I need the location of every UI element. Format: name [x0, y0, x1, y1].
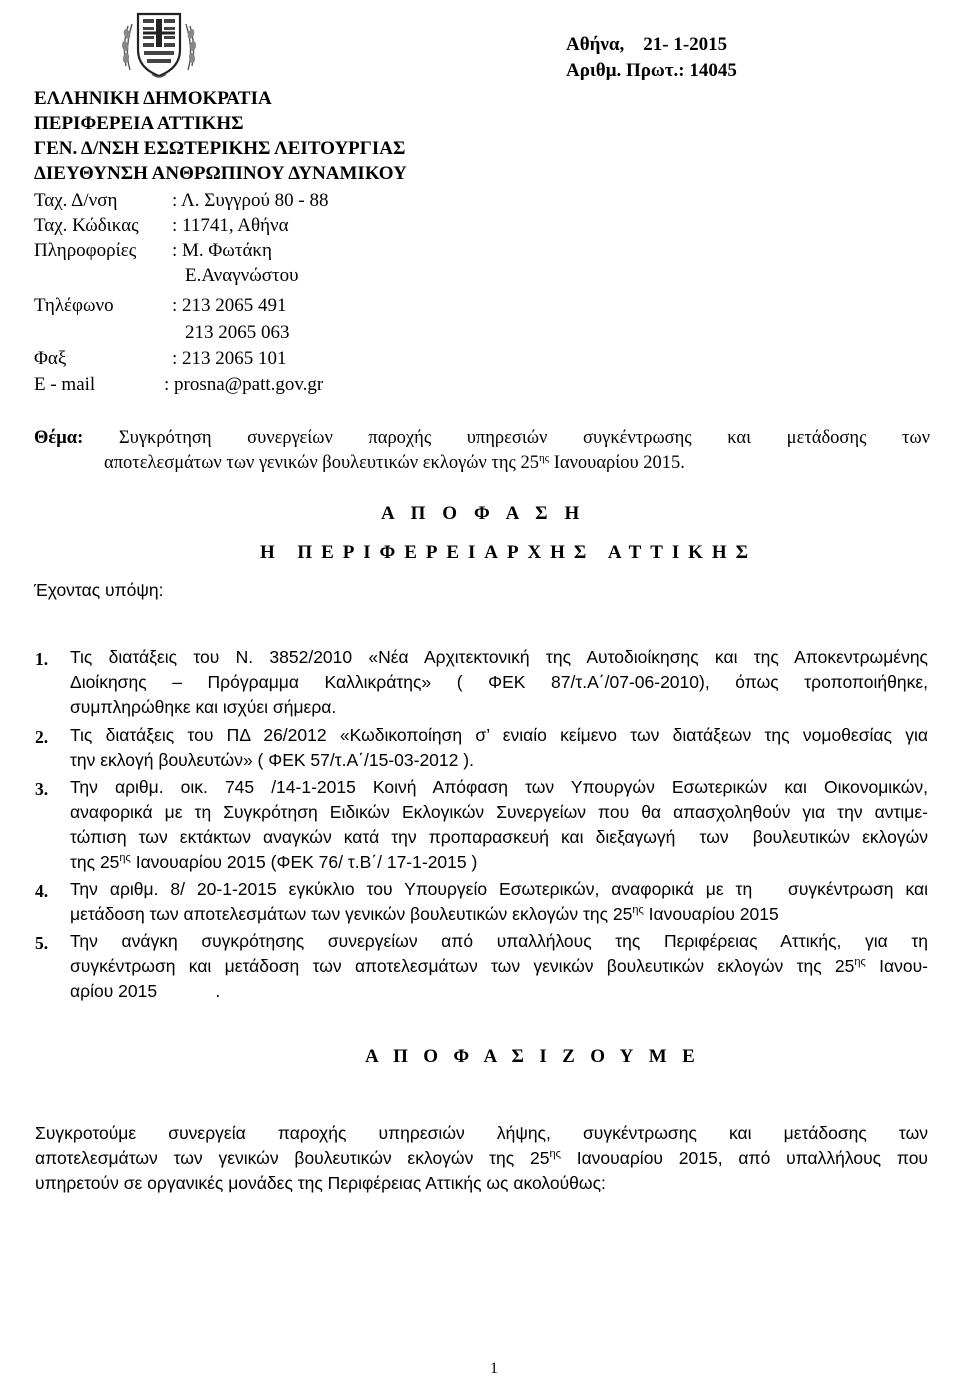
header-general-directorate: ΓΕΝ. Δ/ΝΣΗ ΕΣΩΤΕΡΙΚΗΣ ΛΕΙΤΟΥΡΓΙΑΣ: [34, 138, 406, 159]
email-label: E - mail: [34, 374, 96, 395]
item-number: 4.: [35, 881, 49, 901]
email-row: [34, 372, 323, 397]
fax-label: Φαξ: [34, 348, 67, 369]
item-number: 1.: [35, 649, 49, 669]
decision-title: Α Π Ο Φ Α Σ Η: [381, 503, 586, 524]
fax-value: : 213 2065 101: [172, 348, 287, 369]
considering-label: Έχοντας υπόψη:: [34, 580, 164, 600]
fax-row: [34, 346, 287, 371]
info-value: : Μ. Φωτάκη: [172, 240, 272, 261]
header-directorate: ΔΙΕΥΘΥΝΣΗ ΑΝΘΡΩΠΙΝΟΥ ΔΥΝΑΜΙΚΟΥ: [34, 163, 407, 184]
item-number: 5.: [35, 933, 49, 953]
email-value: : prosna@patt.gov.gr: [164, 374, 324, 395]
phone-row: [34, 293, 287, 318]
postcode-row: [34, 213, 289, 238]
address-row: [34, 188, 328, 213]
protocol-number: Αριθμ. Πρωτ.: 14045: [566, 60, 737, 81]
decide-title: Α Π Ο Φ Α Σ Ι Ζ Ο Υ Μ Ε: [365, 1046, 701, 1067]
subject-line-2: αποτελεσμάτων των γενικών βουλευτικών εκλογών της $25^{\eta\varsigma}$ Ιανουαρίου 2015.: [104, 451, 685, 473]
item-number: 3.: [35, 779, 49, 799]
address-label: Ταχ. Δ/νση: [34, 190, 118, 211]
document-date: Αθήνα, 21- 1-2015: [566, 34, 728, 55]
postcode-value: : 11741, Αθήνα: [172, 215, 289, 236]
list-item: Τις διατάξεις του ΠΔ 26/2012 «Κωδικοποίηση σ’ ενιαίο κείμενο των διατάξεων της νομοθεσίας για την εκλογή βουλευτών» ( ΦΕΚ 57/τ.Α΄/15-03-2012 ).: [70, 725, 928, 770]
list-item: Την αριθμ. 8/ 20-1-2015 εγκύκλιο του Υπουργείο Εσωτερικών, αναφορικά με τη συγκέντρωση και μετάδοση των αποτελεσμάτων των γενικών βουλευτικών εκλογών της $25^{\eta\varsigma}$ Ιανουαρίου 2015: [70, 879, 928, 924]
subject-text-1: Συγκρότηση συνεργείων παροχής υπηρεσιών συγκέντρωσης και μετάδοσης των: [118, 428, 930, 448]
header-region: ΠΕΡΙΦΕΡΕΙΑ ΑΤΤΙΚΗΣ: [34, 113, 244, 134]
subject-line-1: [34, 426, 930, 451]
info-value-2: Ε.Αναγνώστου: [185, 265, 299, 286]
phone-value: : 213 2065 491: [172, 295, 287, 316]
authority-title: Η ΠΕΡΙΦΕΡΕΙΑΡΧΗΣ ΑΤΤΙΚΗΣ: [260, 542, 757, 563]
list-item: Την αριθμ. οικ. 745 /14-1-2015 Κοινή Απόφαση των Υπουργών Εσωτερικών και Οικονομικών, αναφορικά με τη Συγκρότηση Ειδικών Εκλογικών Συνεργείων που θα απασχοληθούν για την αντιμε- τώπιση των εκτάκτων αναγκών κατά την προπαρασκευή και διεξαγωγή των βουλευτικών εκλογών της $25^{\eta\varsigma}$ Ιανουαρίου 2015 (ΦΕΚ 76/ τ.Β΄/ 17-1-2015 ): [70, 777, 928, 872]
info-row: [34, 238, 272, 263]
greek-coat-of-arms-icon: [118, 6, 200, 82]
address-value: : Λ. Συγγρού 80 - 88: [172, 190, 329, 211]
phone-value-2: 213 2065 063: [185, 322, 290, 343]
phone-label: Τηλέφωνο: [34, 295, 114, 316]
postcode-label: Ταχ. Κώδικας: [34, 215, 139, 236]
list-item: Την ανάγκη συγκρότησης συνεργείων από υπαλλήλους της Περιφέρειας Αττικής, για τη συγκέντρωση και μετάδοση των αποτελεσμάτων των γενικών βουλευτικών εκλογών της $25^{\eta\varsigma}$ Ιανου- αρίου 2015 .: [70, 931, 928, 1001]
list-item: Τις διατάξεις του Ν. 3852/2010 «Νέα Αρχιτεκτονική της Αυτοδιοίκησης και της Αποκεντρωμένης Διοίκησης – Πρόγραμμα Καλλικράτης» ( ΦΕΚ 87/τ.Α΄/07-06-2010), όπως τροποποιήθηκε, συμπληρώθηκε και ισχύει σήμερα.: [70, 647, 928, 717]
page-number: 1: [490, 1360, 498, 1377]
item-number: 2.: [35, 727, 49, 747]
closing-paragraph: Συγκροτούμε συνεργεία παροχής υπηρεσιών λήψης, συγκέντρωσης και μετάδοσης των αποτελεσμάτων των γενικών βουλευτικών εκλογών της $25^{\eta\varsigma}$ Ιανουαρίου 2015, από υπαλλήλους που υπηρετούν σε οργανικές μονάδες της Περιφέρειας Αττικής ως ακολούθως:: [35, 1123, 928, 1193]
info-label: Πληροφορίες: [34, 240, 137, 261]
subject-label: Θέμα:: [34, 428, 84, 448]
header-republic: ΕΛΛΗΝΙΚΗ ΔΗΜΟΚΡΑΤΙΑ: [34, 88, 272, 109]
